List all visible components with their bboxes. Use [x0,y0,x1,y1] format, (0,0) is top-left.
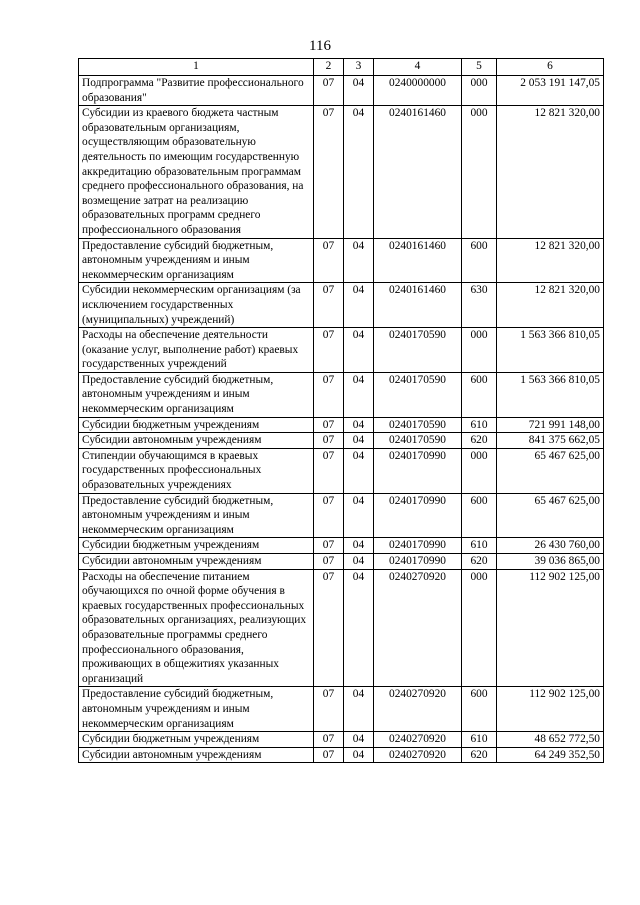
row-section: 07 [314,106,344,238]
row-section: 07 [314,417,344,433]
row-name: Субсидии бюджетным учреждениям [79,538,314,554]
row-subsection: 04 [344,433,374,449]
row-expense-type: 000 [462,106,497,238]
row-target-code: 0240161460 [374,106,462,238]
table-row [79,238,604,283]
row-name: Стипендии обучающимся в краевых государственных профессиональных образовательных учреждениях [79,448,314,493]
row-target-code: 0240170990 [374,538,462,554]
row-target-code: 0240170990 [374,448,462,493]
row-amount: 65 467 625,00 [497,448,604,493]
row-expense-type: 000 [462,448,497,493]
row-section: 07 [314,76,344,106]
row-section: 07 [314,732,344,748]
table-row [79,106,604,238]
row-name: Расходы на обеспечение деятельности (оказание услуг, выполнение работ) краевых государственных учреждений [79,328,314,373]
row-amount: 1 563 366 810,05 [497,372,604,417]
row-amount: 112 902 125,00 [497,569,604,687]
row-subsection: 04 [344,554,374,570]
row-section: 07 [314,747,344,763]
row-name: Предоставление субсидий бюджетным, автономным учреждениям и иным некоммерческим организациям [79,493,314,538]
row-subsection: 04 [344,732,374,748]
row-amount: 12 821 320,00 [497,238,604,283]
row-target-code: 0240270920 [374,732,462,748]
row-expense-type: 600 [462,372,497,417]
row-subsection: 04 [344,238,374,283]
row-name: Расходы на обеспечение питанием обучающихся по очной форме обучения в краевых государственных профессиональных образовательных организациях, реализующих образовательные программы среднего профессионального образования, проживающих в общежитиях указанных организаций [79,569,314,687]
table-row [79,283,604,328]
table-row [79,747,604,763]
column-header-3: 3 [344,59,374,76]
row-target-code: 0240170990 [374,493,462,538]
row-target-code: 0240000000 [374,76,462,106]
row-target-code: 0240161460 [374,238,462,283]
row-expense-type: 000 [462,569,497,687]
row-expense-type: 600 [462,238,497,283]
table-row [79,417,604,433]
row-expense-type: 630 [462,283,497,328]
row-expense-type: 620 [462,433,497,449]
row-subsection: 04 [344,747,374,763]
table-header-row [79,59,604,76]
row-name: Предоставление субсидий бюджетным, автономным учреждениям и иным некоммерческим организациям [79,238,314,283]
row-subsection: 04 [344,106,374,238]
row-amount: 112 902 125,00 [497,687,604,732]
table-row [79,569,604,687]
row-section: 07 [314,328,344,373]
row-name: Субсидии из краевого бюджета частным образовательным организациям, осуществляющим образовательную деятельность по имеющим государственную аккредитацию образовательным программам среднего профессионального образования, на возмещение затрат на реализацию образовательных программ среднего профессионального образования [79,106,314,238]
row-section: 07 [314,538,344,554]
row-section: 07 [314,283,344,328]
row-expense-type: 620 [462,747,497,763]
row-target-code: 0240270920 [374,687,462,732]
row-subsection: 04 [344,569,374,687]
row-section: 07 [314,687,344,732]
row-target-code: 0240270920 [374,569,462,687]
column-header-6: 6 [497,59,604,76]
table-row [79,538,604,554]
table-row [79,554,604,570]
row-section: 07 [314,554,344,570]
row-amount: 65 467 625,00 [497,493,604,538]
row-subsection: 04 [344,538,374,554]
column-header-2: 2 [314,59,344,76]
row-subsection: 04 [344,328,374,373]
row-name: Предоставление субсидий бюджетным, автономным учреждениям и иным некоммерческим организациям [79,687,314,732]
table-row [79,448,604,493]
row-subsection: 04 [344,448,374,493]
row-expense-type: 610 [462,732,497,748]
row-subsection: 04 [344,493,374,538]
row-subsection: 04 [344,687,374,732]
table-row [79,328,604,373]
column-header-1: 1 [79,59,314,76]
table-row [79,433,604,449]
table-row [79,76,604,106]
row-amount: 12 821 320,00 [497,106,604,238]
row-expense-type: 000 [462,76,497,106]
row-amount: 26 430 760,00 [497,538,604,554]
table-row [79,687,604,732]
row-subsection: 04 [344,283,374,328]
row-name: Субсидии бюджетным учреждениям [79,732,314,748]
row-expense-type: 620 [462,554,497,570]
row-section: 07 [314,569,344,687]
row-target-code: 0240170590 [374,328,462,373]
row-amount: 2 053 191 147,05 [497,76,604,106]
table-row [79,372,604,417]
row-expense-type: 600 [462,493,497,538]
row-amount: 64 249 352,50 [497,747,604,763]
row-amount: 1 563 366 810,05 [497,328,604,373]
page-number: 116 [309,38,331,54]
row-name: Подпрограмма "Развитие профессионального образования" [79,76,314,106]
row-expense-type: 610 [462,538,497,554]
row-subsection: 04 [344,76,374,106]
row-amount: 12 821 320,00 [497,283,604,328]
row-section: 07 [314,433,344,449]
row-name: Субсидии бюджетным учреждениям [79,417,314,433]
row-amount: 721 991 148,00 [497,417,604,433]
row-target-code: 0240170590 [374,417,462,433]
row-expense-type: 610 [462,417,497,433]
row-section: 07 [314,448,344,493]
column-header-5: 5 [462,59,497,76]
table-row [79,493,604,538]
row-name: Субсидии автономным учреждениям [79,747,314,763]
row-expense-type: 600 [462,687,497,732]
row-section: 07 [314,372,344,417]
row-section: 07 [314,493,344,538]
column-header-4: 4 [374,59,462,76]
row-amount: 39 036 865,00 [497,554,604,570]
row-target-code: 0240170590 [374,433,462,449]
table-row [79,732,604,748]
row-name: Субсидии автономным учреждениям [79,554,314,570]
row-amount: 841 375 662,05 [497,433,604,449]
row-target-code: 0240270920 [374,747,462,763]
row-name: Субсидии некоммерческим организациям (за исключением государственных (муниципальных) учреждений) [79,283,314,328]
row-name: Субсидии автономным учреждениям [79,433,314,449]
row-subsection: 04 [344,372,374,417]
table-body [79,76,604,763]
row-expense-type: 000 [462,328,497,373]
row-subsection: 04 [344,417,374,433]
row-target-code: 0240170590 [374,372,462,417]
row-amount: 48 652 772,50 [497,732,604,748]
row-section: 07 [314,238,344,283]
row-target-code: 0240161460 [374,283,462,328]
row-target-code: 0240170990 [374,554,462,570]
budget-table [78,58,604,763]
row-name: Предоставление субсидий бюджетным, автономным учреждениям и иным некоммерческим организациям [79,372,314,417]
